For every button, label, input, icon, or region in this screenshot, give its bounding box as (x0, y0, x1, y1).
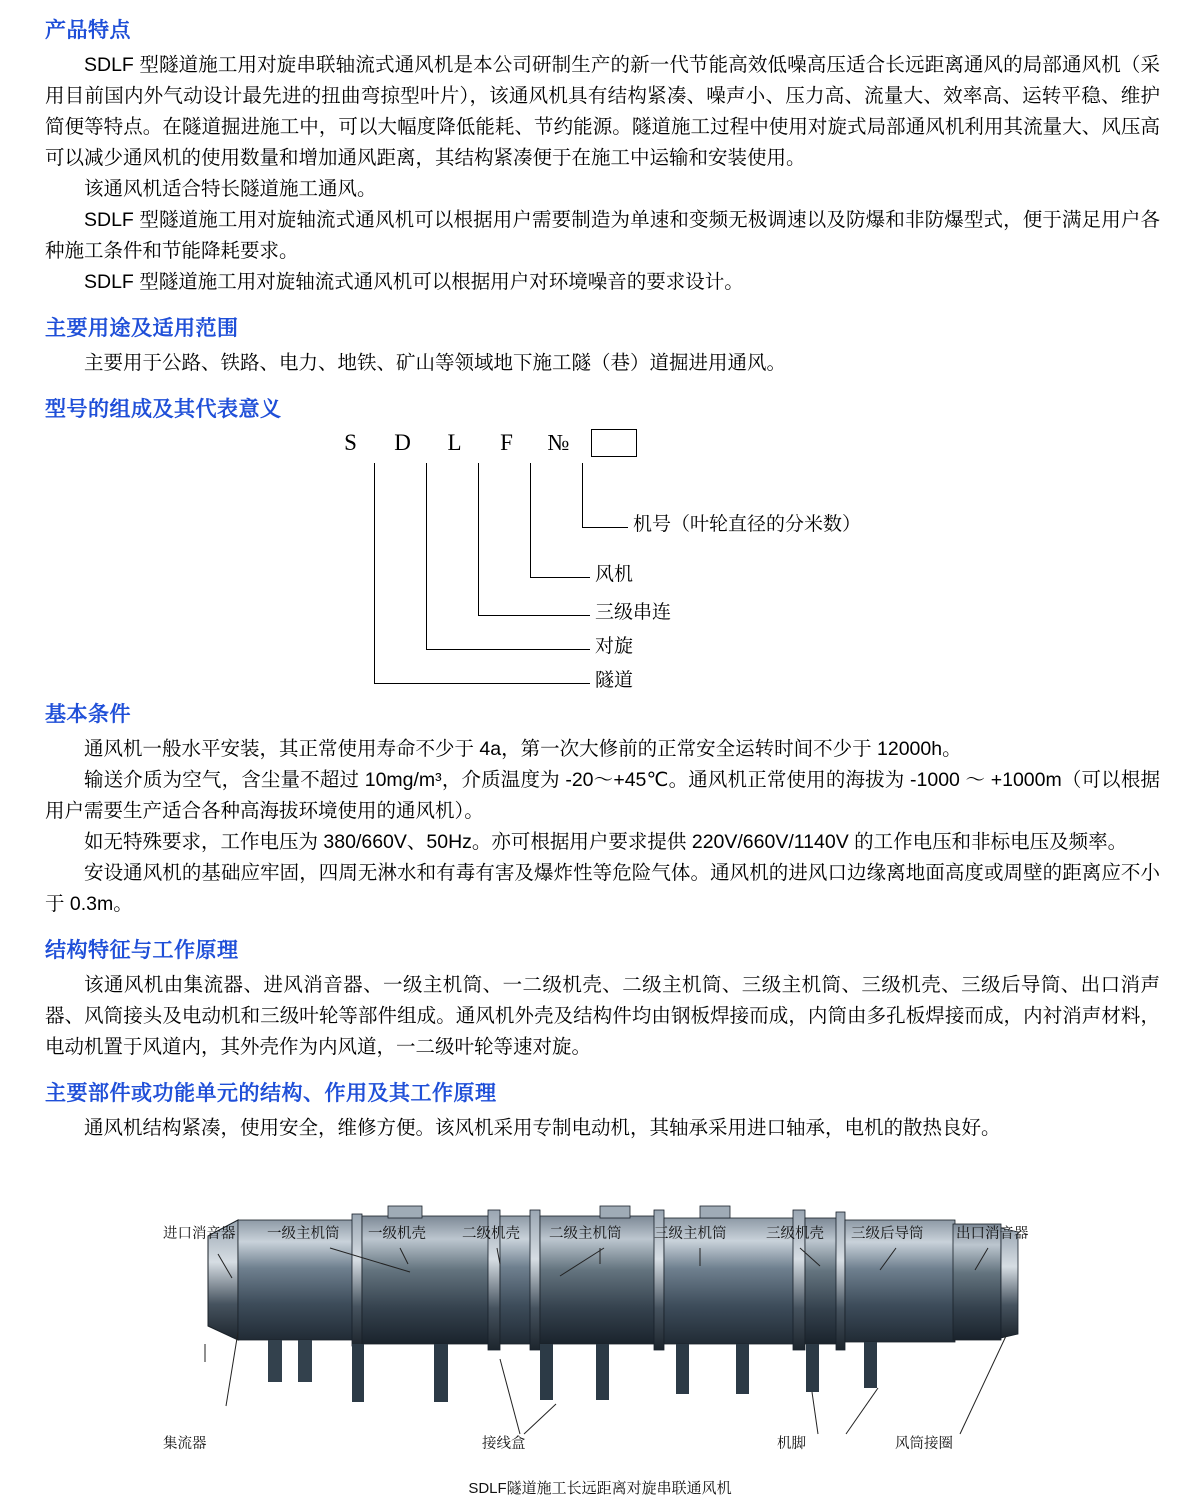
model-letter-l: L (447, 430, 463, 455)
paragraph-features-3: SDLF 型隧道施工用对旋轴流式通风机可以根据用户需要制造为单速和变频无极调速以及防爆和非防爆型式，便于满足用户各种施工条件和节能降耗要求。 (45, 209, 1160, 262)
model-letter-f: F (500, 430, 514, 455)
paragraph-features-2: 该通风机适合特长隧道施工通风。 (84, 178, 377, 200)
leader-line-no-vertical (582, 463, 583, 527)
section-title-basic: 基本条件 (45, 703, 131, 726)
fig-label-stage2-barrel: 二级主机筒 (549, 1226, 622, 1242)
paragraph-basic-1: 通风机一般水平安装，其正常使用寿命不少于 4a，第一次大修前的正常安全运转时间不少于 12000h。 (84, 738, 962, 760)
leader-line-d-horizontal (426, 649, 590, 650)
paragraph-features-4: SDLF 型隧道施工用对旋轴流式通风机可以根据用户对环境噪音的要求设计。 (84, 271, 744, 293)
leader-line-s-vertical (374, 463, 375, 683)
section-title-model: 型号的组成及其代表意义 (45, 398, 282, 421)
model-letter-d: D (394, 430, 412, 455)
model-letter-s: S (344, 430, 358, 455)
fig-label-outlet-silencer: 出口消音器 (956, 1226, 1029, 1242)
model-label-fengji: 风机 (595, 564, 634, 585)
paragraph-parts-1: 通风机结构紧凑，使用安全，维修方便。该风机采用专制电动机，其轴承采用进口轴承，电机的散热良好。 (84, 1117, 1001, 1139)
paragraph-basic-3: 如无特殊要求，工作电压为 380/660V、50Hz。亦可根据用户要求提供 220V/660V/1140V 的工作电压和非标电压及频率。 (84, 831, 1128, 853)
paragraph-usage-1: 主要用于公路、铁路、电力、地铁、矿山等领域地下施工隧（巷）道掘进用通风。 (84, 352, 787, 374)
fig-label-collector: 集流器 (163, 1436, 207, 1452)
section-title-structure: 结构特征与工作原理 (45, 939, 239, 962)
model-label-jihao: 机号（叶轮直径的分米数） (633, 514, 862, 535)
leader-line-d-vertical (426, 463, 427, 649)
model-code-letters (325, 429, 637, 457)
paragraph-basic-4: 安设通风机的基础应牢固，四周无淋水和有毒有害及爆炸性等危险气体。通风机的进风口边缘离地面高度或周壁的距离应不小于 0.3m。 (45, 862, 1160, 915)
model-label-sanjichuanlian: 三级串连 (595, 602, 672, 623)
model-code-diagram (45, 429, 1160, 691)
fig-label-stage3-casing: 三级机壳 (766, 1226, 824, 1242)
paragraph-basic-2: 输送介质为空气，含尘量不超过 10mg/m³，介质温度为 -20～+45℃。通风机正常使用的海拔为 -1000 ～ +1000m（可以根据用户需要生产适合各种高海拔环境使用的通风机）。 (45, 769, 1160, 822)
fig-label-stage1-casing: 一级机壳 (368, 1226, 426, 1242)
fig-label-inlet-silencer: 进口消音器 (163, 1226, 236, 1242)
fig-label-junction-box: 接线盒 (482, 1436, 526, 1452)
product-figure (0, 1144, 1200, 1504)
leader-line-no-horizontal (582, 527, 628, 528)
model-number-symbol: № (547, 430, 571, 455)
section-title-usage: 主要用途及适用范围 (45, 317, 239, 340)
fig-label-duct-ring: 风筒接圈 (895, 1436, 953, 1452)
fig-label-stage3-barrel: 三级主机筒 (654, 1226, 727, 1242)
paragraph-features-1: SDLF 型隧道施工用对旋串联轴流式通风机是本公司研制生产的新一代节能高效低噪高压适合长远距离通风的局部通风机（采用目前国内外气动设计最先进的扭曲弯掠型叶片），该通风机具有结构紧凑、噪声小、压力高、流量大、效率高、运转平稳、维护简便等特点。在隧道掘进施工中，可以大幅度降低能耗、节约能源。隧道施工过程中使用对旋式局部通风机利用其流量大、风压高可以减少通风机的使用数量和增加通风距离，其结构紧凑便于在施工中运输和安装使用。 (45, 54, 1160, 169)
fig-label-stage3-rear-barrel: 三级后导筒 (851, 1226, 924, 1242)
leader-line-l-horizontal (478, 615, 590, 616)
model-label-duixuan: 对旋 (595, 636, 634, 657)
figure-caption: SDLF隧道施工长远距离对旋串联通风机 (468, 1480, 732, 1497)
model-number-box (591, 429, 637, 457)
leader-line-s-horizontal (374, 683, 590, 684)
section-title-features: 产品特点 (45, 19, 131, 42)
leader-line-f-horizontal (530, 577, 590, 578)
paragraph-structure-1: 该通风机由集流器、进风消音器、一级主机筒、一二级机壳、二级主机筒、三级主机筒、三级机壳、三级后导筒、出口消声器、风筒接头及电动机和三级叶轮等部件组成。通风机外壳及结构件均由钢板焊接而成，内筒由多孔板焊接而成，内衬消声材料，电动机置于风道内，其外壳作为内风道，一二级叶轮等速对旋。 (45, 974, 1160, 1058)
model-label-suidao: 隧道 (595, 670, 634, 691)
leader-line-f-vertical (530, 463, 531, 577)
fig-label-foot: 机脚 (777, 1436, 806, 1452)
fig-label-stage2-casing: 二级机壳 (462, 1226, 520, 1242)
section-title-parts: 主要部件或功能单元的结构、作用及其工作原理 (45, 1082, 497, 1105)
fig-label-stage1-barrel: 一级主机筒 (267, 1226, 340, 1242)
leader-line-l-vertical (478, 463, 479, 615)
